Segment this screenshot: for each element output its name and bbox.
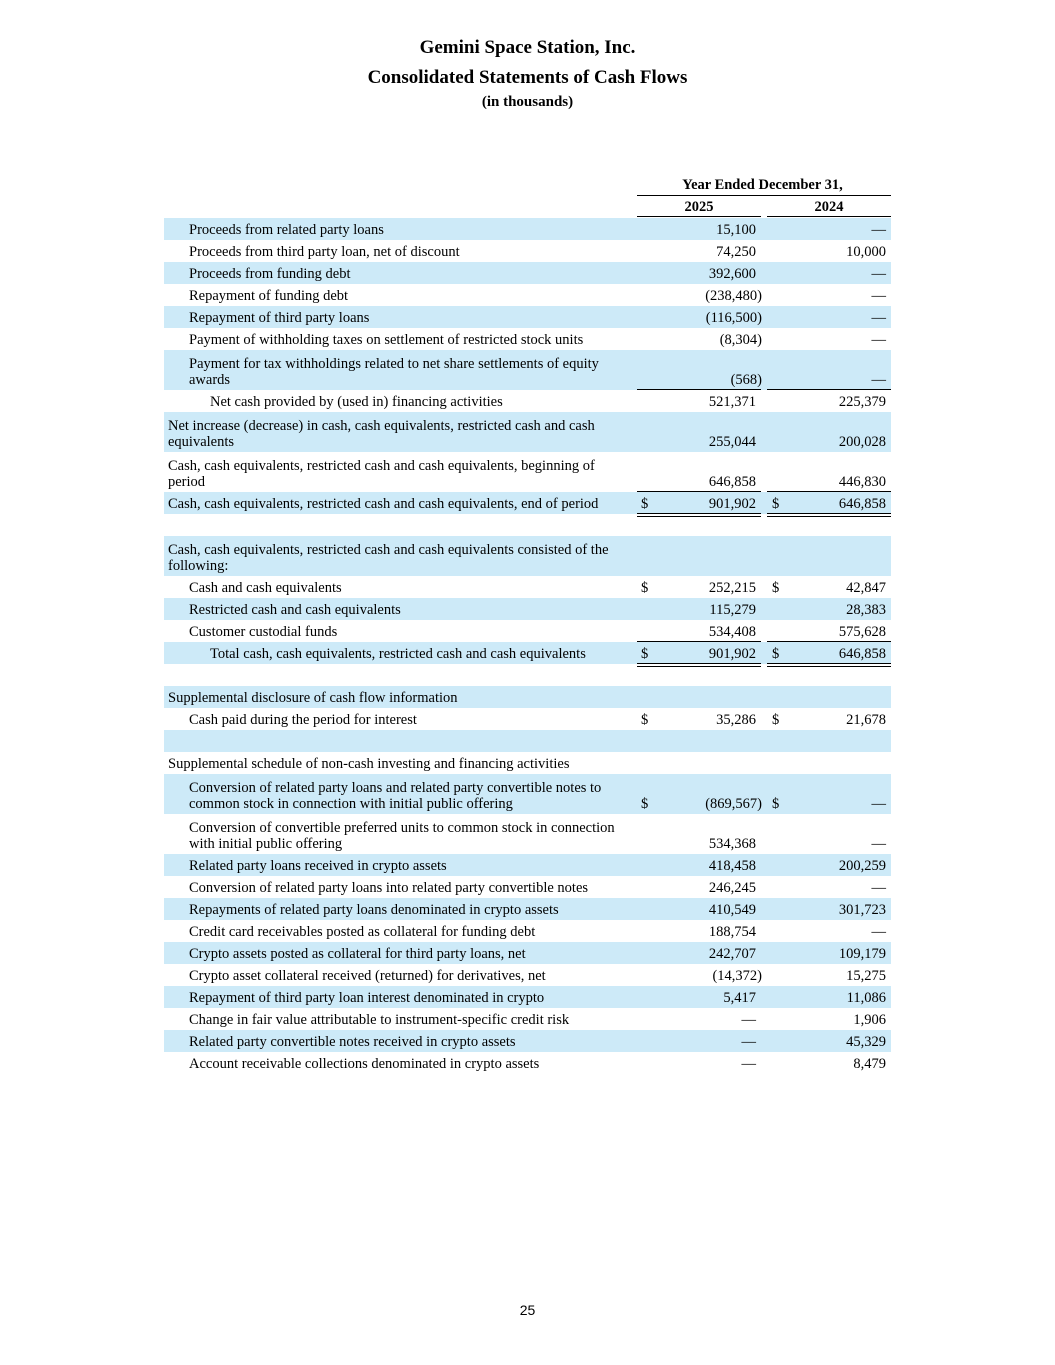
table-row: [164, 774, 891, 814]
row-label: Related party loans received in crypto assets: [189, 858, 447, 874]
row-label: Proceeds from funding debt: [189, 266, 351, 282]
total-double-rule: [767, 516, 891, 517]
total-double-rule: [767, 666, 891, 667]
value-2025: 410,549: [708, 902, 756, 918]
table-row: [164, 876, 891, 898]
spacer-band: [164, 730, 891, 752]
value-2024: 45,329: [846, 1034, 886, 1050]
row-label: Conversion of related party loans and related party convertible notes to common stock in connection with initial public offering: [189, 780, 602, 812]
value-2025: 115,279: [709, 602, 756, 618]
value-2024: —: [871, 836, 886, 852]
row-label: Crypto asset collateral received (returned) for derivatives, net: [189, 968, 546, 984]
company-name: Gemini Space Station, Inc.: [419, 37, 636, 58]
row-label: Cash, cash equivalents, restricted cash and cash equivalents, beginning of period: [168, 458, 595, 490]
value-2025: 534,408: [708, 624, 756, 640]
value-2024: 109,179: [838, 946, 886, 962]
value-2025: 242,707: [708, 946, 756, 962]
table-row: [164, 942, 891, 964]
table-row: [164, 686, 891, 708]
value-2024: 21,678: [846, 712, 886, 728]
value-2025: 901,902: [708, 496, 756, 512]
page-number: 25: [519, 1302, 536, 1318]
currency-symbol-2024: $: [772, 646, 780, 662]
value-2024: 225,379: [838, 394, 886, 410]
value-2024: 8,479: [853, 1056, 886, 1072]
total-double-rule: [637, 516, 761, 517]
value-2025: 252,215: [708, 580, 756, 596]
value-2024: 1,906: [853, 1012, 886, 1028]
row-label: Repayment of funding debt: [189, 288, 349, 304]
value-2024: 646,858: [838, 496, 886, 512]
value-2024: 28,383: [846, 602, 886, 618]
value-2024: —: [871, 222, 886, 238]
value-2025: (238,480): [705, 288, 762, 304]
year-header-rule: [637, 216, 761, 217]
row-label: Conversion of related party loans into related party convertible notes: [189, 880, 589, 896]
value-2024: 575,628: [838, 624, 886, 640]
table-row: [164, 1052, 891, 1074]
table-row: [164, 452, 891, 492]
value-2024: 10,000: [846, 244, 886, 260]
value-2025: 534,368: [708, 836, 756, 852]
currency-symbol-2024: $: [772, 580, 780, 596]
row-label: Net increase (decrease) in cash, cash equivalents, restricted cash and cash equivalents: [168, 418, 595, 450]
row-label: Cash, cash equivalents, restricted cash and cash equivalents, end of period: [168, 496, 599, 512]
row-label: Customer custodial funds: [189, 624, 338, 640]
value-2025: 255,044: [708, 434, 756, 450]
table-row: [164, 920, 891, 942]
row-label: Crypto assets posted as collateral for third party loans, net: [189, 946, 526, 962]
value-2024: 446,830: [838, 474, 886, 490]
table-row: [164, 306, 891, 328]
table-row: [164, 350, 891, 390]
table-row: [164, 854, 891, 876]
table-row: [164, 1008, 891, 1030]
table-row: [164, 964, 891, 986]
table-row: [164, 412, 891, 452]
value-2024: 200,028: [838, 434, 886, 450]
value-2025: (8,304): [719, 332, 762, 348]
table-row: [164, 1030, 891, 1052]
row-label: Credit card receivables posted as collateral for funding debt: [189, 924, 536, 940]
row-label: Net cash provided by (used in) financing activities: [210, 394, 503, 410]
table-row: [164, 576, 891, 598]
row-label: Cash, cash equivalents, restricted cash and cash equivalents consisted of the following:: [168, 542, 609, 574]
total-rule: [767, 513, 891, 514]
units-note: (in thousands): [481, 94, 574, 110]
row-label: Change in fair value attributable to instrument-specific credit risk: [189, 1012, 570, 1028]
value-2025: (14,372): [712, 968, 762, 984]
table-row: [164, 328, 891, 350]
value-2025: 418,458: [708, 858, 756, 874]
value-2025: 74,250: [716, 244, 756, 260]
value-2024: 11,086: [846, 990, 886, 1006]
value-2025: 35,286: [716, 712, 756, 728]
table-row: [164, 708, 891, 730]
total-rule: [637, 513, 761, 514]
value-2025: (116,500): [705, 310, 762, 326]
value-2025: 246,245: [708, 880, 756, 896]
table-row: [164, 814, 891, 854]
value-2024: —: [871, 372, 886, 388]
year-header-rule: [767, 216, 891, 217]
value-2024: 301,723: [838, 902, 886, 918]
statement-title: Consolidated Statements of Cash Flows: [367, 67, 688, 88]
value-2025: 5,417: [723, 990, 756, 1006]
value-2024: —: [871, 924, 886, 940]
row-label: Supplemental schedule of non-cash investing and financing activities: [168, 756, 570, 772]
total-double-rule: [637, 666, 761, 667]
table-row: [164, 240, 891, 262]
value-2024: 15,275: [846, 968, 886, 984]
row-label: Cash and cash equivalents: [189, 580, 342, 596]
currency-symbol-2024: $: [772, 496, 780, 512]
row-label: Repayment of third party loans: [189, 310, 370, 326]
row-label: Restricted cash and cash equivalents: [189, 602, 401, 618]
currency-symbol-2024: $: [772, 796, 780, 812]
row-label: Related party convertible notes received in crypto assets: [189, 1034, 516, 1050]
currency-symbol-2025: $: [641, 496, 649, 512]
table-row: [164, 492, 891, 514]
row-label: Total cash, cash equivalents, restricted cash and cash equivalents: [210, 646, 586, 662]
value-2025: 521,371: [708, 394, 756, 410]
value-2024: —: [871, 796, 886, 812]
currency-symbol-2025: $: [641, 646, 649, 662]
row-label: Payment of withholding taxes on settlement of restricted stock units: [189, 332, 584, 348]
row-label: Account receivable collections denominated in crypto assets: [189, 1056, 540, 1072]
row-label: Proceeds from third party loan, net of discount: [189, 244, 460, 260]
row-label: Proceeds from related party loans: [189, 222, 384, 238]
currency-symbol-2025: $: [641, 796, 649, 812]
value-2025: —: [741, 1056, 756, 1072]
period-header-rule: [637, 195, 891, 196]
row-label: Conversion of convertible preferred units to common stock in connection with initial public offering: [189, 820, 615, 852]
row-label: Payment for tax withholdings related to net share settlements of equity awards: [189, 356, 599, 388]
value-2025: 392,600: [708, 266, 756, 282]
table-row: [164, 642, 891, 664]
table-row: [164, 284, 891, 306]
value-2025: —: [741, 1034, 756, 1050]
row-label: Repayments of related party loans denominated in crypto assets: [189, 902, 559, 918]
value-2025: 901,902: [708, 646, 756, 662]
value-2024: —: [871, 880, 886, 896]
value-2024: 200,259: [838, 858, 886, 874]
row-label: Repayment of third party loan interest denominated in crypto: [189, 990, 545, 1006]
value-2025: 188,754: [708, 924, 756, 940]
table-row: [164, 218, 891, 240]
value-2024: —: [871, 288, 886, 304]
value-2024: 42,847: [846, 580, 886, 596]
value-2024: —: [871, 332, 886, 348]
value-2025: (869,567): [705, 796, 762, 812]
total-rule: [767, 663, 891, 664]
table-row: [164, 598, 891, 620]
row-label: Supplemental disclosure of cash flow information: [168, 690, 458, 706]
value-2025: —: [741, 1012, 756, 1028]
value-2025: 15,100: [716, 222, 756, 238]
currency-symbol-2025: $: [641, 712, 649, 728]
currency-symbol-2025: $: [641, 580, 649, 596]
table-row: [164, 986, 891, 1008]
value-2025: (568): [730, 372, 762, 388]
table-row: [164, 898, 891, 920]
year-header-2025: 2025: [684, 199, 714, 215]
table-row: [164, 262, 891, 284]
table-row: [164, 390, 891, 412]
value-2024: —: [871, 310, 886, 326]
value-2024: 646,858: [838, 646, 886, 662]
total-rule: [637, 663, 761, 664]
period-header: Year Ended December 31,: [682, 177, 843, 193]
value-2025: 646,858: [708, 474, 756, 490]
table-row: [164, 620, 891, 642]
table-row: [164, 752, 891, 774]
value-2024: —: [871, 266, 886, 282]
year-header-2024: 2024: [814, 199, 844, 215]
currency-symbol-2024: $: [772, 712, 780, 728]
cash-flow-table: [164, 0, 891, 1100]
table-row: [164, 536, 891, 576]
row-label: Cash paid during the period for interest: [189, 712, 417, 728]
